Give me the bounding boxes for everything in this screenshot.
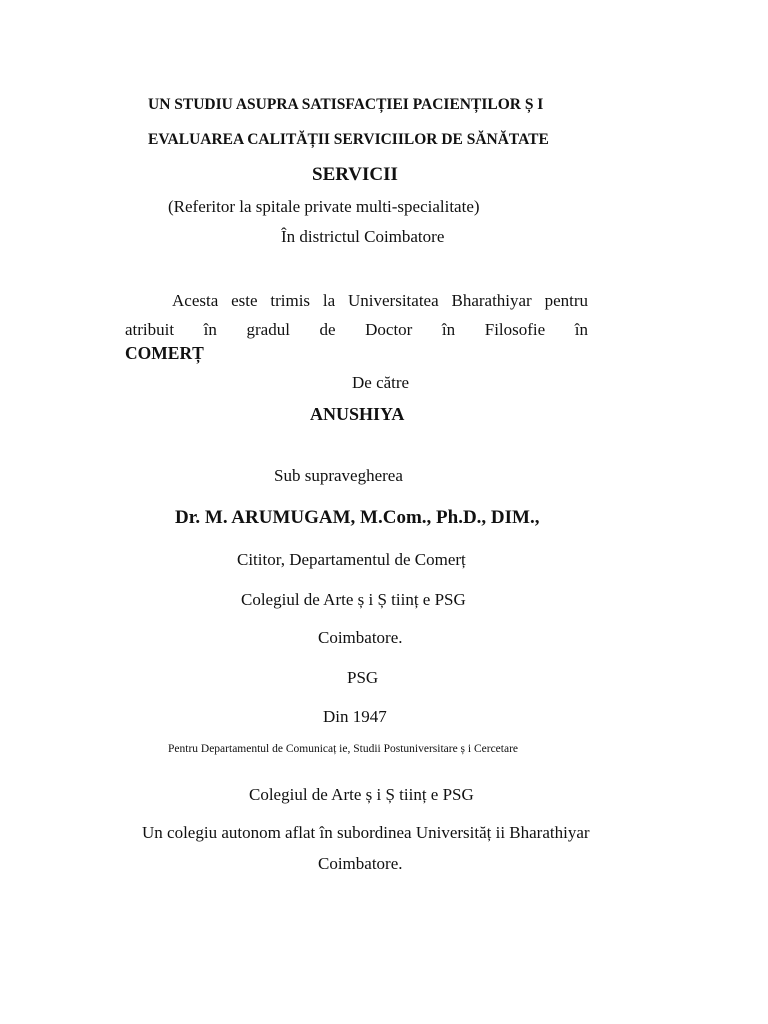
title-line-2: EVALUAREA CALITĂȚII SERVICIILOR DE SĂNĂTATE (148, 131, 549, 148)
supervisor-city: Coimbatore. (318, 628, 403, 647)
college-abbreviation: PSG (347, 668, 379, 687)
title-line-1: UN STUDIU ASUPRA SATISFACȚIEI PACIENȚILOR Ș I (148, 96, 544, 113)
department-line: Pentru Departamentul de Comunicaț ie, Studii Postuniversitare ș i Cercetare (168, 743, 519, 755)
title-line-3: SERVICII (312, 164, 398, 185)
supervision-label: Sub supravegherea (274, 466, 403, 485)
institution-college: Colegiul de Arte ș i Ș tiinț e PSG (249, 785, 474, 804)
field-of-study: COMERȚ (125, 343, 204, 363)
institution-city: Coimbatore. (318, 854, 403, 873)
supervisor-role: Cititor, Departamentul de Comerț (237, 550, 466, 569)
subtitle-scope: (Referitor la spitale private multi-specialitate) (168, 197, 480, 216)
supervisor-college: Colegiul de Arte ș i Ș tiinț e PSG (241, 590, 466, 609)
subtitle-district: În districtul Coimbatore (281, 227, 445, 246)
college-since: Din 1947 (323, 707, 387, 726)
by-label: De către (352, 373, 410, 392)
submission-text: Acesta este trimis la Universitatea Bharathiyar pentru atribuit în gradul de Doctor în Filosofie în (125, 291, 588, 339)
supervisor-name: Dr. M. ARUMUGAM, M.Com., Ph.D., DIM., (175, 507, 540, 528)
author-name: ANUSHIYA (310, 404, 405, 424)
institution-affiliation: Un colegiu autonom aflat în subordinea Universităț ii Bharathiyar (142, 823, 590, 842)
